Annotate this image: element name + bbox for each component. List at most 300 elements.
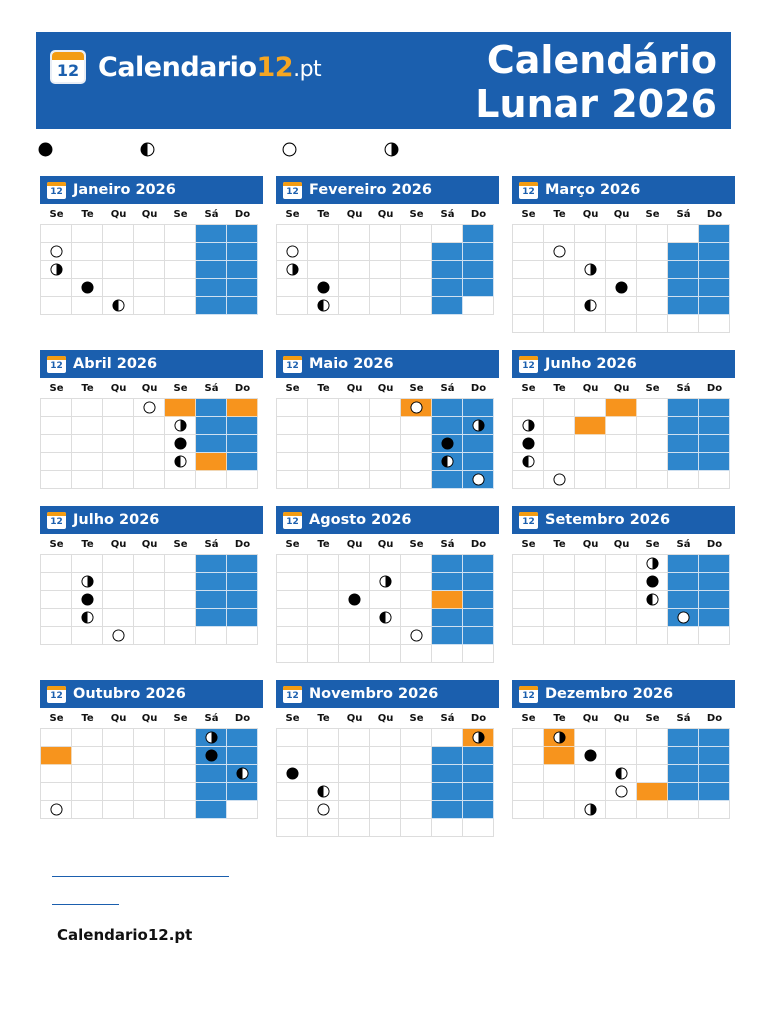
day-cell[interactable] [401, 573, 432, 591]
day-cell[interactable] [668, 783, 699, 801]
day-cell[interactable] [196, 453, 227, 471]
day-cell[interactable] [227, 297, 258, 315]
day-cell[interactable] [339, 417, 370, 435]
day-cell[interactable] [699, 783, 730, 801]
day-cell[interactable] [432, 627, 463, 645]
day-cell[interactable] [227, 243, 258, 261]
day-cell[interactable] [668, 243, 699, 261]
day-cell[interactable] [463, 243, 494, 261]
day-cell[interactable] [165, 627, 196, 645]
day-cell[interactable] [165, 399, 196, 417]
day-cell[interactable] [463, 261, 494, 279]
day-cell[interactable] [575, 729, 606, 747]
day-cell[interactable] [72, 747, 103, 765]
day-cell[interactable] [308, 765, 339, 783]
day-cell[interactable] [432, 765, 463, 783]
day-cell[interactable] [463, 279, 494, 297]
day-cell[interactable] [513, 297, 544, 315]
day-cell[interactable] [277, 783, 308, 801]
day-cell[interactable] [699, 399, 730, 417]
day-cell[interactable] [339, 801, 370, 819]
day-cell[interactable] [513, 627, 544, 645]
day-cell[interactable] [606, 297, 637, 315]
day-cell[interactable] [134, 417, 165, 435]
day-cell[interactable] [513, 801, 544, 819]
day-cell[interactable] [134, 555, 165, 573]
day-cell[interactable] [432, 555, 463, 573]
day-cell[interactable] [637, 243, 668, 261]
day-cell[interactable] [339, 279, 370, 297]
day-cell[interactable] [370, 801, 401, 819]
day-cell[interactable] [308, 471, 339, 489]
day-cell[interactable] [134, 801, 165, 819]
day-cell[interactable] [637, 417, 668, 435]
day-cell[interactable] [668, 453, 699, 471]
day-cell[interactable] [575, 765, 606, 783]
day-cell[interactable] [308, 453, 339, 471]
day-cell[interactable] [308, 747, 339, 765]
day-cell[interactable] [575, 801, 606, 819]
day-cell[interactable] [463, 399, 494, 417]
day-cell[interactable] [463, 435, 494, 453]
day-cell[interactable] [463, 573, 494, 591]
day-cell[interactable] [227, 399, 258, 417]
day-cell[interactable] [513, 765, 544, 783]
day-cell[interactable] [277, 819, 308, 837]
day-cell[interactable] [72, 435, 103, 453]
day-cell[interactable] [370, 417, 401, 435]
day-cell[interactable] [699, 747, 730, 765]
day-cell[interactable] [308, 573, 339, 591]
day-cell[interactable] [41, 765, 72, 783]
day-cell[interactable] [277, 261, 308, 279]
day-cell[interactable] [432, 243, 463, 261]
day-cell[interactable] [699, 729, 730, 747]
day-cell[interactable] [227, 453, 258, 471]
day-cell[interactable] [401, 453, 432, 471]
day-cell[interactable] [277, 627, 308, 645]
day-cell[interactable] [544, 783, 575, 801]
day-cell[interactable] [277, 471, 308, 489]
day-cell[interactable] [432, 399, 463, 417]
day-cell[interactable] [432, 279, 463, 297]
day-cell[interactable] [432, 573, 463, 591]
day-cell[interactable] [699, 609, 730, 627]
day-cell[interactable] [196, 435, 227, 453]
day-cell[interactable] [308, 261, 339, 279]
day-cell[interactable] [339, 435, 370, 453]
day-cell[interactable] [513, 573, 544, 591]
day-cell[interactable] [668, 765, 699, 783]
day-cell[interactable] [41, 297, 72, 315]
day-cell[interactable] [575, 417, 606, 435]
day-cell[interactable] [165, 279, 196, 297]
day-cell[interactable] [227, 729, 258, 747]
day-cell[interactable] [432, 453, 463, 471]
day-cell[interactable] [103, 261, 134, 279]
day-cell[interactable] [370, 279, 401, 297]
day-cell[interactable] [227, 279, 258, 297]
day-cell[interactable] [72, 279, 103, 297]
site-logo[interactable] [50, 50, 321, 84]
day-cell[interactable] [103, 609, 134, 627]
day-cell[interactable] [134, 765, 165, 783]
day-cell[interactable] [339, 609, 370, 627]
day-cell[interactable] [575, 297, 606, 315]
day-cell[interactable] [339, 783, 370, 801]
day-cell[interactable] [606, 765, 637, 783]
day-cell[interactable] [463, 783, 494, 801]
day-cell[interactable] [103, 555, 134, 573]
day-cell[interactable] [401, 783, 432, 801]
day-cell[interactable] [134, 453, 165, 471]
day-cell[interactable] [72, 591, 103, 609]
day-cell[interactable] [544, 399, 575, 417]
day-cell[interactable] [544, 555, 575, 573]
day-cell[interactable] [165, 453, 196, 471]
day-cell[interactable] [370, 591, 401, 609]
day-cell[interactable] [401, 261, 432, 279]
day-cell[interactable] [668, 729, 699, 747]
day-cell[interactable] [72, 243, 103, 261]
day-cell[interactable] [41, 243, 72, 261]
day-cell[interactable] [370, 297, 401, 315]
day-cell[interactable] [339, 573, 370, 591]
day-cell[interactable] [308, 609, 339, 627]
day-cell[interactable] [277, 765, 308, 783]
day-cell[interactable] [227, 591, 258, 609]
day-cell[interactable] [103, 417, 134, 435]
day-cell[interactable] [401, 627, 432, 645]
day-cell[interactable] [575, 453, 606, 471]
day-cell[interactable] [165, 729, 196, 747]
day-cell[interactable] [606, 279, 637, 297]
day-cell[interactable] [72, 573, 103, 591]
day-cell[interactable] [401, 243, 432, 261]
day-cell[interactable] [227, 417, 258, 435]
day-cell[interactable] [196, 225, 227, 243]
day-cell[interactable] [463, 453, 494, 471]
day-cell[interactable] [668, 297, 699, 315]
day-cell[interactable] [575, 279, 606, 297]
day-cell[interactable] [308, 627, 339, 645]
day-cell[interactable] [196, 261, 227, 279]
day-cell[interactable] [637, 729, 668, 747]
day-cell[interactable] [606, 591, 637, 609]
day-cell[interactable] [463, 801, 494, 819]
day-cell[interactable] [277, 573, 308, 591]
day-cell[interactable] [72, 801, 103, 819]
footer-site-name[interactable]: Calendario12.pt [57, 926, 193, 944]
day-cell[interactable] [401, 279, 432, 297]
day-cell[interactable] [699, 555, 730, 573]
day-cell[interactable] [575, 399, 606, 417]
day-cell[interactable] [308, 591, 339, 609]
day-cell[interactable] [72, 609, 103, 627]
day-cell[interactable] [308, 297, 339, 315]
day-cell[interactable] [165, 243, 196, 261]
day-cell[interactable] [196, 783, 227, 801]
day-cell[interactable] [606, 555, 637, 573]
day-cell[interactable] [463, 555, 494, 573]
day-cell[interactable] [103, 591, 134, 609]
day-cell[interactable] [637, 399, 668, 417]
day-cell[interactable] [165, 261, 196, 279]
day-cell[interactable] [637, 783, 668, 801]
day-cell[interactable] [227, 435, 258, 453]
day-cell[interactable] [165, 435, 196, 453]
day-cell[interactable] [401, 591, 432, 609]
day-cell[interactable] [41, 609, 72, 627]
day-cell[interactable] [196, 609, 227, 627]
day-cell[interactable] [544, 747, 575, 765]
day-cell[interactable] [72, 417, 103, 435]
day-cell[interactable] [339, 453, 370, 471]
day-cell[interactable] [463, 765, 494, 783]
day-cell[interactable] [134, 609, 165, 627]
day-cell[interactable] [308, 279, 339, 297]
day-cell[interactable] [72, 453, 103, 471]
day-cell[interactable] [41, 747, 72, 765]
day-cell[interactable] [370, 471, 401, 489]
day-cell[interactable] [606, 729, 637, 747]
day-cell[interactable] [134, 783, 165, 801]
day-cell[interactable] [277, 279, 308, 297]
day-cell[interactable] [165, 609, 196, 627]
day-cell[interactable] [699, 573, 730, 591]
day-cell[interactable] [668, 399, 699, 417]
day-cell[interactable] [699, 765, 730, 783]
day-cell[interactable] [463, 627, 494, 645]
day-cell[interactable] [668, 417, 699, 435]
day-cell[interactable] [277, 645, 308, 663]
day-cell[interactable] [196, 801, 227, 819]
day-cell[interactable] [103, 573, 134, 591]
day-cell[interactable] [134, 747, 165, 765]
day-cell[interactable] [513, 609, 544, 627]
day-cell[interactable] [227, 225, 258, 243]
day-cell[interactable] [463, 471, 494, 489]
day-cell[interactable] [339, 471, 370, 489]
day-cell[interactable] [637, 573, 668, 591]
day-cell[interactable] [165, 801, 196, 819]
day-cell[interactable] [103, 243, 134, 261]
day-cell[interactable] [544, 765, 575, 783]
day-cell[interactable] [544, 453, 575, 471]
day-cell[interactable] [227, 555, 258, 573]
day-cell[interactable] [637, 555, 668, 573]
day-cell[interactable] [103, 747, 134, 765]
day-cell[interactable] [401, 417, 432, 435]
day-cell[interactable] [544, 573, 575, 591]
day-cell[interactable] [370, 765, 401, 783]
day-cell[interactable] [544, 279, 575, 297]
day-cell[interactable] [637, 765, 668, 783]
day-cell[interactable] [103, 399, 134, 417]
day-cell[interactable] [668, 279, 699, 297]
day-cell[interactable] [513, 243, 544, 261]
day-cell[interactable] [41, 435, 72, 453]
day-cell[interactable] [41, 279, 72, 297]
day-cell[interactable] [103, 765, 134, 783]
day-cell[interactable] [699, 435, 730, 453]
day-cell[interactable] [606, 573, 637, 591]
day-cell[interactable] [339, 243, 370, 261]
day-cell[interactable] [41, 591, 72, 609]
day-cell[interactable] [196, 591, 227, 609]
day-cell[interactable] [513, 591, 544, 609]
day-cell[interactable] [72, 471, 103, 489]
day-cell[interactable] [134, 573, 165, 591]
day-cell[interactable] [401, 801, 432, 819]
day-cell[interactable] [134, 729, 165, 747]
day-cell[interactable] [606, 261, 637, 279]
day-cell[interactable] [134, 297, 165, 315]
day-cell[interactable] [227, 261, 258, 279]
day-cell[interactable] [432, 261, 463, 279]
day-cell[interactable] [513, 399, 544, 417]
day-cell[interactable] [513, 471, 544, 489]
day-cell[interactable] [668, 573, 699, 591]
day-cell[interactable] [432, 471, 463, 489]
day-cell[interactable] [103, 297, 134, 315]
day-cell[interactable] [401, 297, 432, 315]
day-cell[interactable] [196, 765, 227, 783]
day-cell[interactable] [103, 627, 134, 645]
day-cell[interactable] [699, 417, 730, 435]
day-cell[interactable] [637, 453, 668, 471]
day-cell[interactable] [370, 261, 401, 279]
day-cell[interactable] [370, 747, 401, 765]
day-cell[interactable] [41, 801, 72, 819]
day-cell[interactable] [134, 261, 165, 279]
day-cell[interactable] [72, 765, 103, 783]
day-cell[interactable] [432, 435, 463, 453]
day-cell[interactable] [227, 765, 258, 783]
day-cell[interactable] [544, 801, 575, 819]
day-cell[interactable] [196, 279, 227, 297]
day-cell[interactable] [463, 729, 494, 747]
day-cell[interactable] [463, 591, 494, 609]
day-cell[interactable] [668, 747, 699, 765]
day-cell[interactable] [606, 399, 637, 417]
day-cell[interactable] [699, 243, 730, 261]
day-cell[interactable] [699, 261, 730, 279]
day-cell[interactable] [277, 453, 308, 471]
day-cell[interactable] [432, 801, 463, 819]
day-cell[interactable] [401, 471, 432, 489]
day-cell[interactable] [196, 555, 227, 573]
footer-link-2[interactable] [52, 904, 119, 905]
day-cell[interactable] [165, 783, 196, 801]
day-cell[interactable] [575, 627, 606, 645]
day-cell[interactable] [370, 609, 401, 627]
day-cell[interactable] [196, 297, 227, 315]
day-cell[interactable] [544, 315, 575, 333]
day-cell[interactable] [134, 279, 165, 297]
day-cell[interactable] [668, 609, 699, 627]
day-cell[interactable] [432, 609, 463, 627]
day-cell[interactable] [637, 609, 668, 627]
day-cell[interactable] [308, 783, 339, 801]
day-cell[interactable] [401, 435, 432, 453]
day-cell[interactable] [463, 609, 494, 627]
day-cell[interactable] [606, 453, 637, 471]
day-cell[interactable] [544, 435, 575, 453]
day-cell[interactable] [606, 417, 637, 435]
day-cell[interactable] [463, 417, 494, 435]
day-cell[interactable] [401, 747, 432, 765]
day-cell[interactable] [544, 297, 575, 315]
day-cell[interactable] [513, 747, 544, 765]
day-cell[interactable] [432, 417, 463, 435]
day-cell[interactable] [370, 243, 401, 261]
day-cell[interactable] [513, 315, 544, 333]
day-cell[interactable] [339, 627, 370, 645]
day-cell[interactable] [544, 243, 575, 261]
day-cell[interactable] [103, 783, 134, 801]
day-cell[interactable] [308, 417, 339, 435]
day-cell[interactable] [544, 627, 575, 645]
day-cell[interactable] [513, 783, 544, 801]
day-cell[interactable] [134, 627, 165, 645]
day-cell[interactable] [41, 453, 72, 471]
day-cell[interactable] [401, 765, 432, 783]
day-cell[interactable] [134, 591, 165, 609]
day-cell[interactable] [575, 435, 606, 453]
day-cell[interactable] [41, 783, 72, 801]
day-cell[interactable] [196, 399, 227, 417]
day-cell[interactable] [72, 297, 103, 315]
day-cell[interactable] [41, 261, 72, 279]
day-cell[interactable] [575, 591, 606, 609]
day-cell[interactable] [668, 591, 699, 609]
day-cell[interactable] [103, 471, 134, 489]
day-cell[interactable] [72, 783, 103, 801]
day-cell[interactable] [544, 729, 575, 747]
day-cell[interactable] [227, 573, 258, 591]
day-cell[interactable] [134, 243, 165, 261]
day-cell[interactable] [103, 453, 134, 471]
day-cell[interactable] [227, 747, 258, 765]
day-cell[interactable] [432, 591, 463, 609]
day-cell[interactable] [544, 609, 575, 627]
day-cell[interactable] [72, 627, 103, 645]
day-cell[interactable] [277, 609, 308, 627]
day-cell[interactable] [463, 225, 494, 243]
day-cell[interactable] [134, 435, 165, 453]
day-cell[interactable] [277, 435, 308, 453]
day-cell[interactable] [134, 471, 165, 489]
day-cell[interactable] [370, 573, 401, 591]
day-cell[interactable] [277, 417, 308, 435]
day-cell[interactable] [339, 747, 370, 765]
day-cell[interactable] [277, 747, 308, 765]
day-cell[interactable] [668, 435, 699, 453]
day-cell[interactable] [370, 435, 401, 453]
day-cell[interactable] [544, 471, 575, 489]
day-cell[interactable] [606, 747, 637, 765]
day-cell[interactable] [606, 783, 637, 801]
day-cell[interactable] [637, 435, 668, 453]
day-cell[interactable] [196, 747, 227, 765]
day-cell[interactable] [165, 591, 196, 609]
day-cell[interactable] [308, 243, 339, 261]
day-cell[interactable] [513, 279, 544, 297]
day-cell[interactable] [463, 747, 494, 765]
day-cell[interactable] [575, 555, 606, 573]
day-cell[interactable] [134, 399, 165, 417]
